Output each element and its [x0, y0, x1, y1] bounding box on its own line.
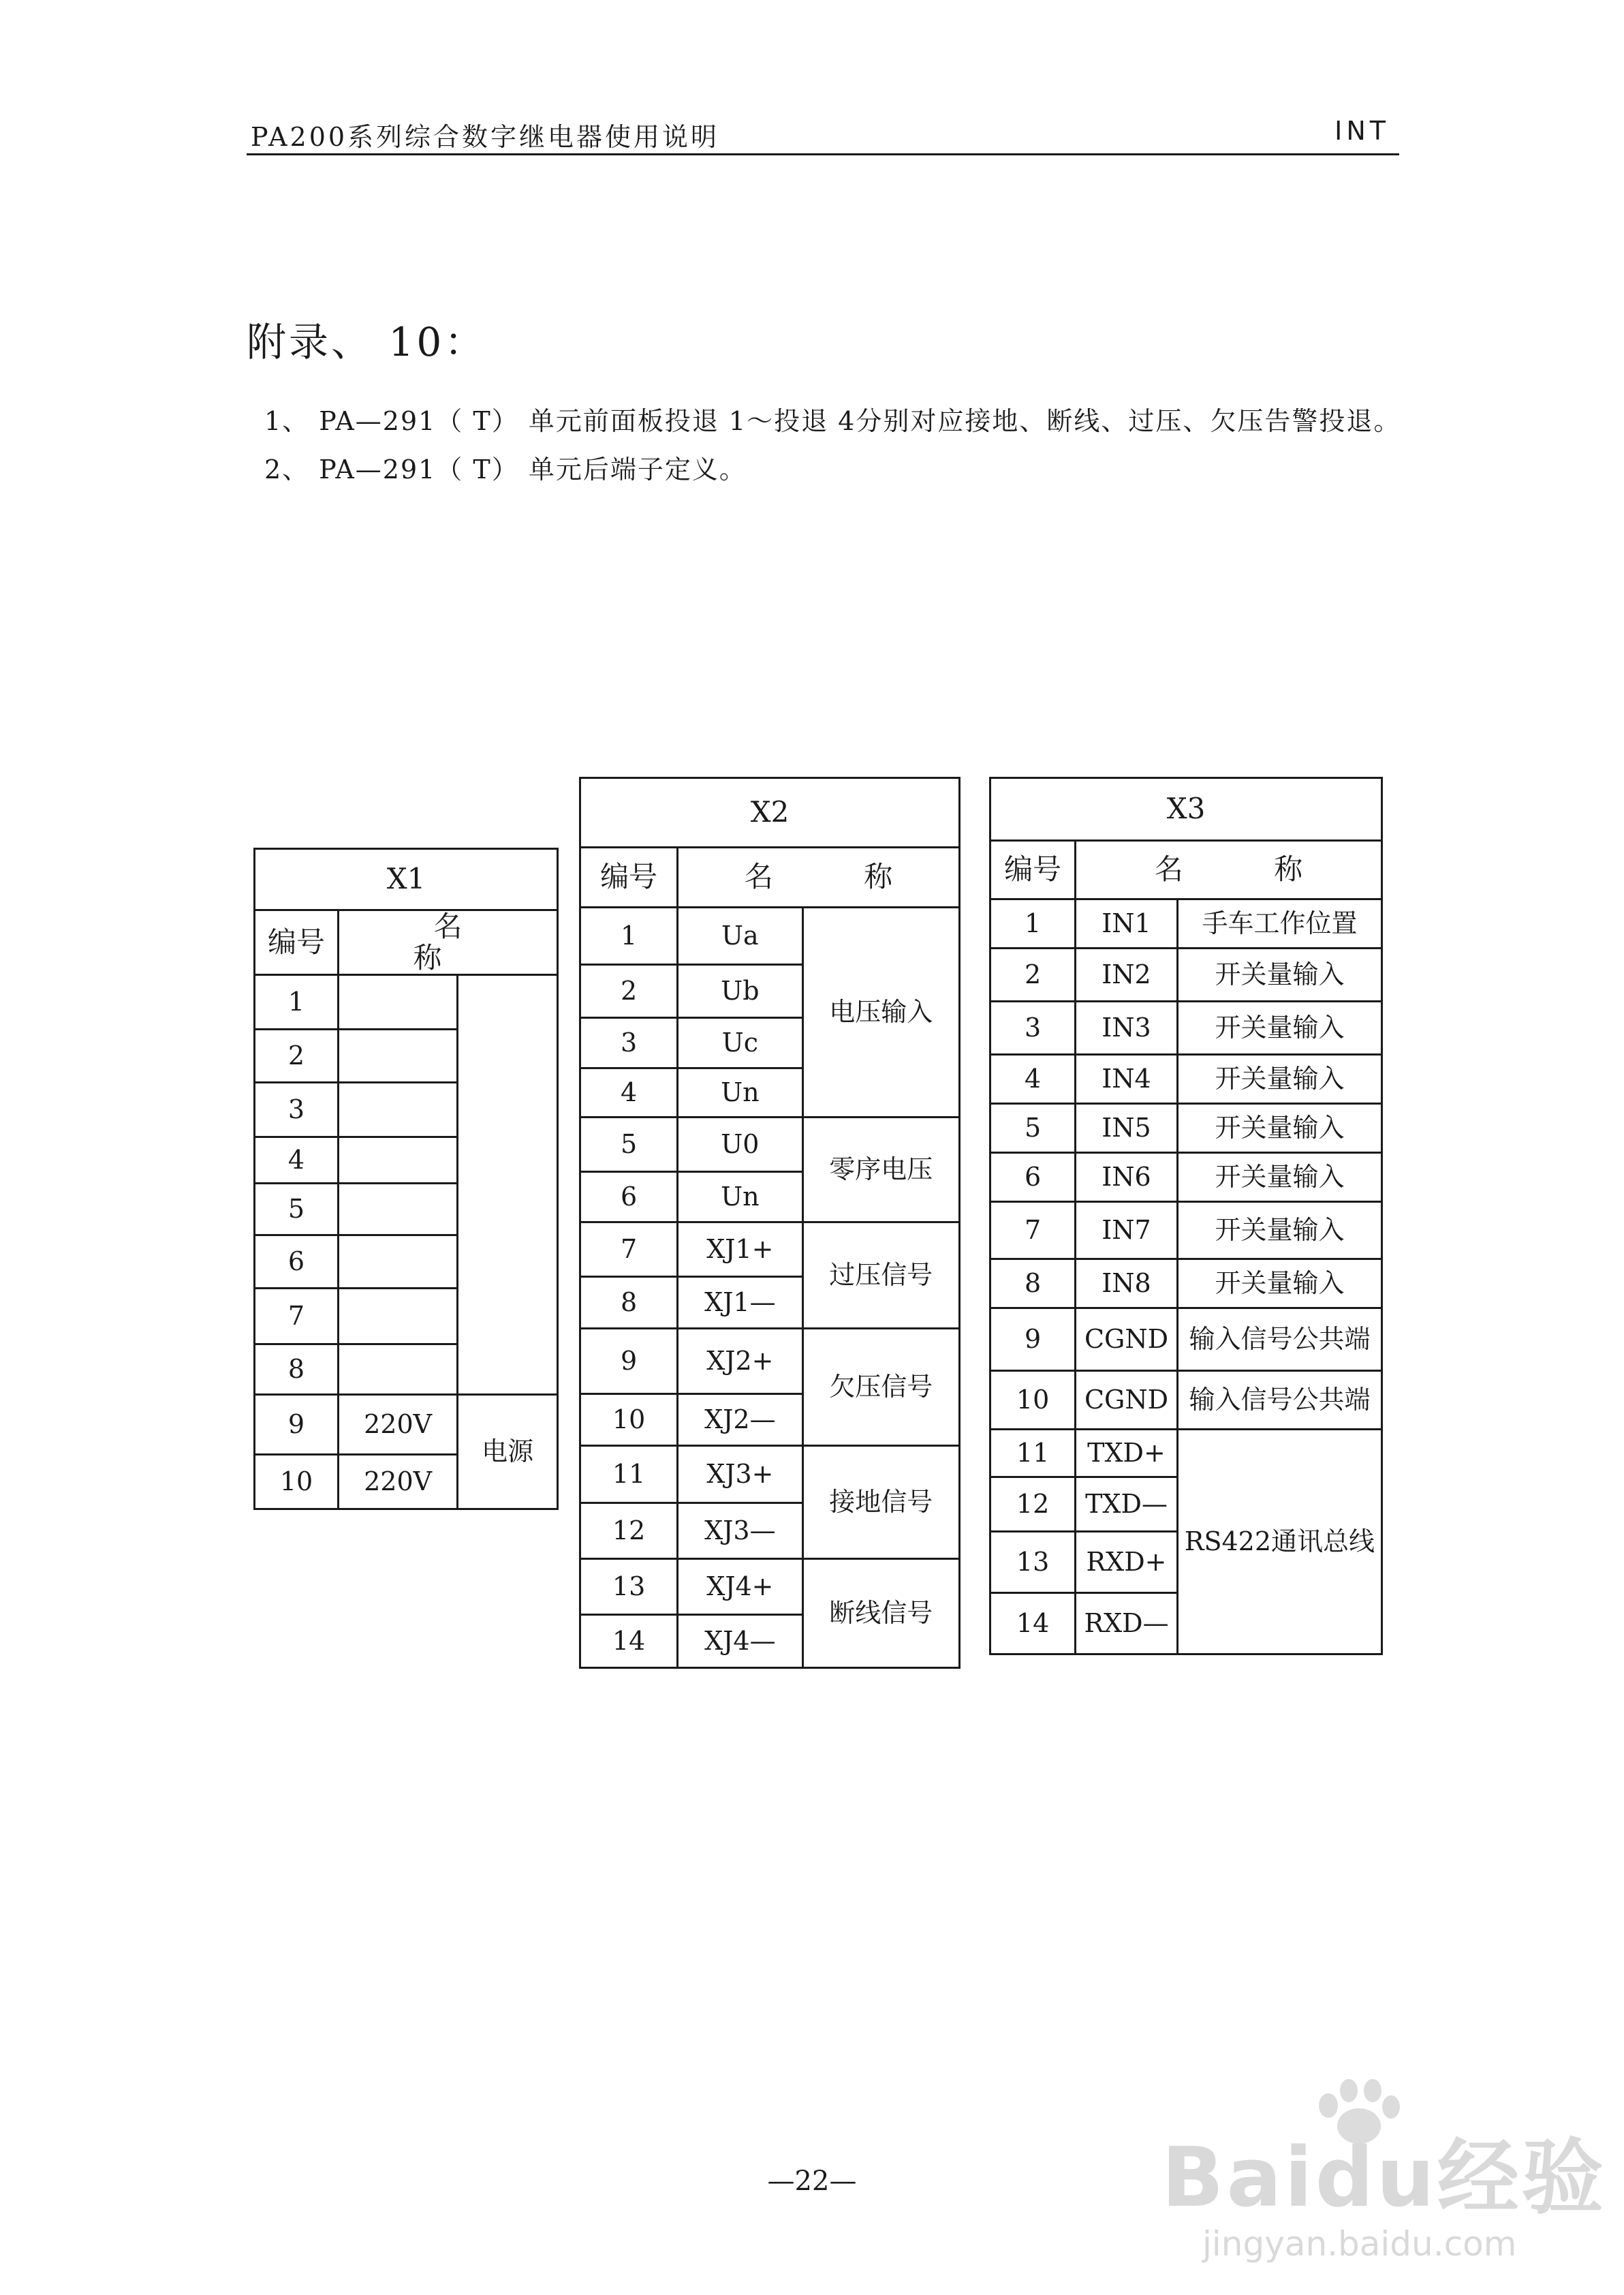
table-x2-group-ground: 接地信号: [802, 1446, 959, 1559]
table-cell-name: [339, 1030, 458, 1083]
section-title: 附录、 10：: [247, 319, 487, 365]
table-row-no: 13: [990, 1532, 1076, 1593]
table-x1-col-no: 编号: [255, 910, 339, 975]
table-cell-name: IN1: [1076, 899, 1178, 949]
header-rule: [247, 153, 1399, 155]
table-row-no: 9: [580, 1329, 678, 1394]
table-row-no: 14: [580, 1615, 678, 1668]
table-x2-col-no: 编号: [580, 848, 678, 908]
table-x2: [579, 777, 961, 1669]
watermark: [1161, 2112, 1606, 2264]
table-cell-desc: 开关量输入: [1177, 1002, 1381, 1055]
table-row-no: 11: [990, 1430, 1076, 1477]
table-cell-name: IN2: [1076, 949, 1178, 1002]
table-x3-group-rs422: RS422通讯总线: [1177, 1430, 1381, 1654]
header-title: PA200系列综合数字继电器使用说明: [251, 122, 720, 152]
watermark-url: jingyan.baidu.com: [1202, 2224, 1517, 2264]
table-cell-name: CGND: [1076, 1308, 1178, 1371]
table-cell-name: Ua: [678, 908, 802, 965]
table-cell-desc: 开关量输入: [1177, 1104, 1381, 1153]
table-cell-name: XJ2+: [678, 1329, 802, 1394]
table-cell-name: XJ4—: [678, 1615, 802, 1668]
table-row-no: 12: [580, 1503, 678, 1559]
table-row-no: 9: [255, 1395, 339, 1455]
table-x2-group-voltage-input: 电压输入: [802, 908, 959, 1118]
table-x3-col-name: 名 称: [1076, 841, 1382, 899]
table-row-no: 5: [255, 1184, 339, 1235]
table-cell-name: RXD—: [1076, 1593, 1178, 1654]
table-cell-name: Un: [678, 1172, 802, 1222]
table-cell-name: [339, 1184, 458, 1235]
table-row-no: 8: [990, 1259, 1076, 1308]
table-cell-name: XJ2—: [678, 1394, 802, 1446]
table-row-no: 2: [990, 949, 1076, 1002]
table-cell-name: [339, 1235, 458, 1289]
table-cell-name: Ub: [678, 965, 802, 1018]
table-cell-desc: 手车工作位置: [1177, 899, 1381, 949]
watermark-logo: Baidu经验: [1161, 2131, 1606, 2225]
table-cell-desc: 开关量输入: [1177, 1259, 1381, 1308]
table-x1-col-name: 名 称: [339, 910, 558, 975]
table-row-no: 7: [990, 1202, 1076, 1259]
table-cell-name: CGND: [1076, 1371, 1178, 1430]
table-cell-name: [339, 975, 458, 1030]
table-cell-desc: 开关量输入: [1177, 1055, 1381, 1104]
table-row-no: 1: [990, 899, 1076, 949]
table-row-no: 12: [990, 1477, 1076, 1532]
table-row-no: 2: [255, 1030, 339, 1083]
table-row-no: 2: [580, 965, 678, 1018]
table-cell-name: 220V: [339, 1455, 458, 1509]
table-cell-name: IN3: [1076, 1002, 1178, 1055]
table-x1-title: X1: [255, 849, 558, 910]
table-cell-name: TXD—: [1076, 1477, 1178, 1532]
table-row-no: 1: [580, 908, 678, 965]
table-row-no: 4: [580, 1068, 678, 1118]
table-row-no: 3: [255, 1083, 339, 1137]
table-cell-desc: 开关量输入: [1177, 1202, 1381, 1259]
table-row-no: 6: [255, 1235, 339, 1289]
table-cell-name: 220V: [339, 1395, 458, 1455]
table-cell-name: XJ3+: [678, 1446, 802, 1503]
table-row-no: 10: [255, 1455, 339, 1509]
table-row-no: 11: [580, 1446, 678, 1503]
table-cell-desc: 开关量输入: [1177, 1153, 1381, 1202]
table-row-no: 6: [990, 1153, 1076, 1202]
table-row-no: 3: [990, 1002, 1076, 1055]
table-cell-name: TXD+: [1076, 1430, 1178, 1477]
table-cell-desc: 开关量输入: [1177, 949, 1381, 1002]
table-row-no: 10: [990, 1371, 1076, 1430]
table-x2-col-name: 名 称: [678, 848, 960, 908]
table-cell-name: IN6: [1076, 1153, 1178, 1202]
table-x2-title: X2: [580, 778, 960, 848]
table-cell-name: XJ3—: [678, 1503, 802, 1559]
table-row-no: 4: [990, 1055, 1076, 1104]
table-x3-title: X3: [990, 778, 1382, 841]
table-row-no: 5: [580, 1118, 678, 1172]
table-cell-name: [339, 1289, 458, 1344]
table-row-no: 13: [580, 1559, 678, 1615]
table-row-no: 14: [990, 1593, 1076, 1654]
table-cell-name: [339, 1083, 458, 1137]
table-cell-name: U0: [678, 1118, 802, 1172]
table-cell-name: [339, 1344, 458, 1395]
table-row-no: 5: [990, 1104, 1076, 1153]
header-code: INT: [1334, 116, 1390, 146]
table-x1-blank-group: [458, 975, 558, 1395]
table-cell-name: Uc: [678, 1018, 802, 1068]
table-x1-group-power: 电源: [458, 1395, 558, 1509]
table-cell-name: [339, 1137, 458, 1184]
list-item-2: 2、 PA—291（ T） 单元后端子定义。: [264, 455, 747, 484]
table-cell-name: XJ1—: [678, 1277, 802, 1329]
table-cell-name: RXD+: [1076, 1532, 1178, 1593]
table-x3-col-no: 编号: [990, 841, 1076, 899]
table-row-no: 4: [255, 1137, 339, 1184]
table-x2-group-undervoltage: 欠压信号: [802, 1329, 959, 1446]
table-x2-group-zero-seq: 零序电压: [802, 1118, 959, 1222]
table-cell-desc: 输入信号公共端: [1177, 1308, 1381, 1371]
table-x2-group-overvoltage: 过压信号: [802, 1222, 959, 1329]
table-x2-group-disconnect: 断线信号: [802, 1559, 959, 1668]
table-row-no: 8: [580, 1277, 678, 1329]
table-cell-name: XJ4+: [678, 1559, 802, 1615]
table-cell-name: XJ1+: [678, 1222, 802, 1277]
table-row-no: 8: [255, 1344, 339, 1395]
table-row-no: 10: [580, 1394, 678, 1446]
table-cell-name: Un: [678, 1068, 802, 1118]
table-row-no: 6: [580, 1172, 678, 1222]
table-cell-name: IN8: [1076, 1259, 1178, 1308]
table-cell-name: IN7: [1076, 1202, 1178, 1259]
table-cell-desc: 输入信号公共端: [1177, 1371, 1381, 1430]
page-number: —22—: [767, 2166, 857, 2197]
table-row-no: 1: [255, 975, 339, 1030]
table-row-no: 3: [580, 1018, 678, 1068]
table-row-no: 7: [580, 1222, 678, 1277]
table-x3: [989, 777, 1383, 1655]
table-row-no: 9: [990, 1308, 1076, 1371]
list-item-1: 1、 PA—291（ T） 单元前面板投退 1～投退 4分别对应接地、断线、过压、欠压告警投退。: [264, 406, 1401, 436]
table-cell-name: IN4: [1076, 1055, 1178, 1104]
table-row-no: 7: [255, 1289, 339, 1344]
table-cell-name: IN5: [1076, 1104, 1178, 1153]
table-x1: [253, 848, 559, 1510]
